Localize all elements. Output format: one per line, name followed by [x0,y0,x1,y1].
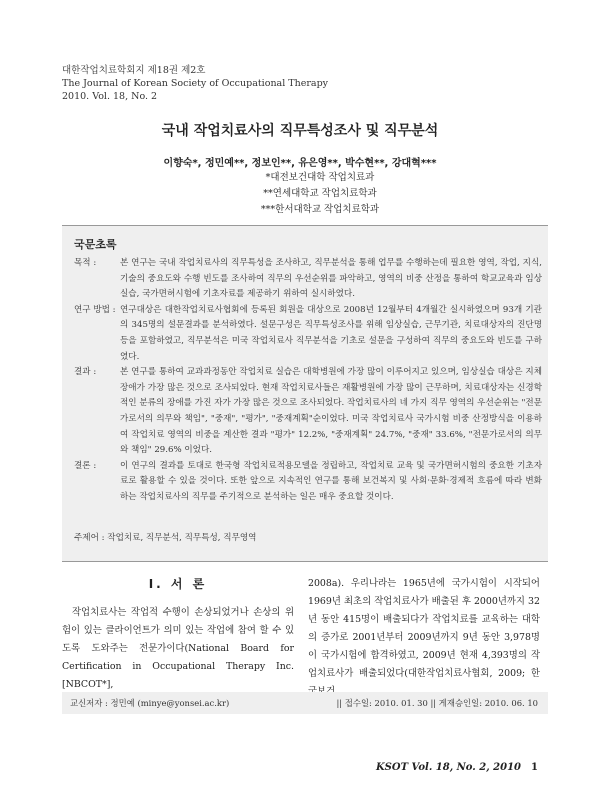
abstract-label: 목적 : [74,258,97,268]
abstract-text: 이 연구의 결과를 토대로 한국형 작업치료적용모델을 정립하고, 작업치료 교육 및 국가면허시험의 중요한 기초자료로 활용할 수 있을 것이다. 또한 앞으로 지속적인 연구를 통해 보건복지 및 사회·문화·경제적 흐름에 따라 변화하는 작업치료사의 직무를 주기적으로 분석하는 일은 매우 중요할 것이다. [120,460,542,502]
corresponding-author: 교신저자 : 정민예 (minye@yonsei.ac.kr) [70,698,230,708]
abstract-section-conclusion [74,459,542,506]
abstract-text: 연구대상은 대한작업치료사협회에 등록된 회원을 대상으로 2008년 12월부터 4개월간 실시하였으며 93개 기관의 345명의 설문결과를 분석하였다. 설문구성은 직무특성조사를 위해 임상실습, 근무기관, 치료대상자의 진단명 등을 포함하였고, 직무분석은 미국 작업치료사 직무분석을 기초로 설문을 구성하여 직무의 중요도와 빈도를 구하였다. [120,304,542,362]
author-list: 이향숙*, 정민예**, 정보인**, 유은영**, 박수현**, 강대혁*** [163,158,437,169]
affiliation-3: ***한서대학교 작업치료학과 [260,204,380,215]
abstract-label: 연구 방법 : [74,304,116,315]
affiliation-1: *대전보건대학 작업치료과 [265,172,375,183]
journal-header [62,64,328,103]
footnote-box [62,692,548,714]
affiliation-2: **연세대학교 작업치료학과 [263,188,377,199]
abstract-label: 결과 : [74,367,97,378]
abstract-heading: 국문초록 [74,238,117,251]
body-paragraph-left: 작업치료사는 작업적 수행이 손상되었거나 손상의 위험이 있는 클라이언트가 의미 있는 작업에 참여 할 수 있도록 도와주는 전문가이다(National Board for Certification in Occupational Therapy Inc.[NBCOT*], [62,607,294,690]
abstract-box [62,225,548,562]
submission-dates: || 접수일: 2010. 01. 30 || 게재승인일: 2010. 06. 10 [336,698,538,708]
keywords: 주제어 : 작업치료, 직무분석, 직무특성, 직무영역 [74,533,257,543]
journal-short-name: KSOT Vol. 18, No. 2, 2010 [375,762,522,773]
page-number: 1 [531,762,538,773]
journal-name-english: The Journal of Korean Society of Occupational Therapy [62,78,329,89]
page-footer [376,762,538,773]
abstract-text: 본 연구를 통하여 교과과정동안 작업치료 실습은 대학병원에 가장 많이 이루어지고 있으며, 임상실습 대상은 지체장애가 가장 많은 것으로 조사되었다. 현재 작업치료사들은 재활병원에 가장 많이 근무하며, 치료대상자는 신경학적인 분류의 장애를 가진 자가 가장 많은 것으로 조사되었다. 작업치료사의 네 가지 직무 영역의 우선순위는 "전문가로서의 의무와 책임", "중재", "평가", "중재계획"순이었다. 미국 작업치료사 국가시험 비중 산정방식을 이용하여 작업치료 영역의 비중을 계산한 결과 "평가" 12.2%, "중재계획" 24.7%, "중재" 33.6%, "전문가로서의 의무와 책임" 29.6% 이었다. [120,367,543,456]
abstract-body [74,256,542,506]
journal-name-korean: 대한작업치료학회지 제18권 제2호 [62,65,206,76]
affiliation-list [0,170,600,218]
abstract-label: 결론 : [74,460,97,471]
abstract-section-results [74,365,542,459]
paper-title: 국내 작업치료사의 직무특성조사 및 직무분석 [161,123,439,139]
journal-volume: 2010. Vol. 18, No. 2 [62,91,158,102]
abstract-section-purpose [74,256,542,303]
body-left-column [62,575,294,694]
body-right-column: 2008a). 우리나라는 1965년에 국가시험이 시작되어 1969년 최초의 작업치료사가 배출된 후 2000년까지 32년 동안 415명이 배출되다가 작업치료를 교육하는 대학의 증가로 2001년부터 2009년까지 9년 동안 3,978명이 국가시험에 합격하였고, 2009년 현재 4,393명의 작업치료사가 배출되었다(대한작업치료사협회, 2009; 한 [308,578,540,679]
section-heading: Ⅰ. 서 론 [148,577,208,591]
abstract-text: 본 연구는 국내 작업치료사의 직무특성을 조사하고, 직무분석을 통해 업무를 수행하는데 필요한 영역, 작업, 지식, 기술의 중요도와 수행 빈도를 조사하여 직무의 우선순위를 파악하고, 영역의 비중 산정을 통하여 학교교육과 임상실습, 국가면허시험에 기초자료를 제공하기 위하여 실시하였다. [120,258,542,300]
abstract-section-method [74,303,542,365]
